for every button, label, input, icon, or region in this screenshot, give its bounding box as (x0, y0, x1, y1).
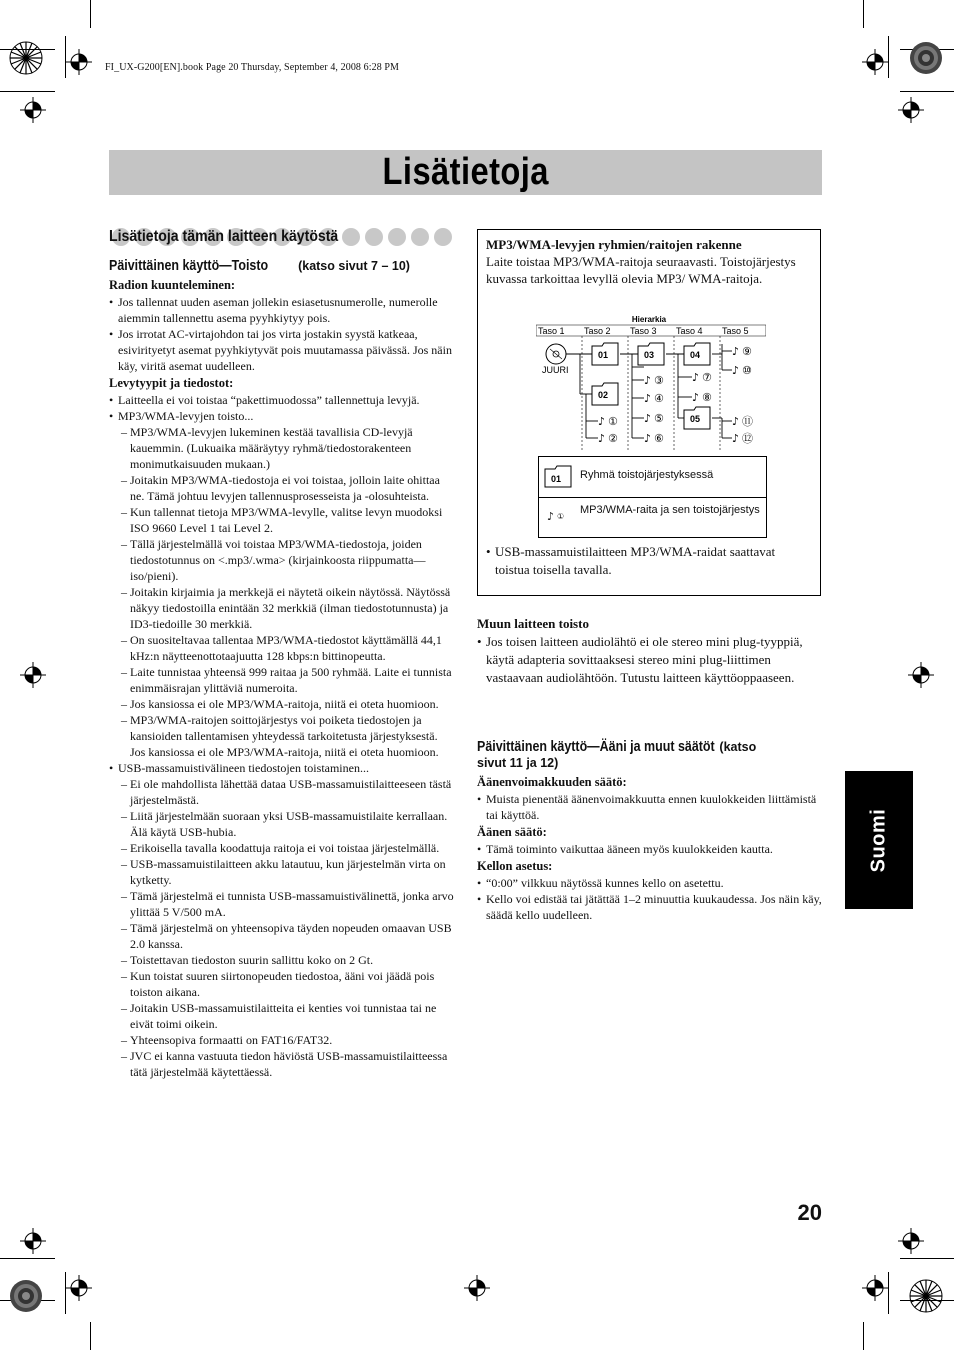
radio-list (109, 294, 454, 374)
language-tab-label: Suomi (867, 808, 890, 872)
crosshair-mark-icon (20, 662, 46, 688)
diagram-legend (538, 456, 767, 538)
list-item: • USB-massamuistivälineen tiedostojen toistaminen... – Ei ole mahdollista lähettää dataa USB-massamuistilaitteeseen tästä järjestelmästä. – Liitä järjestelmään suoraan yksi USB-massamuistilaite kerrallaan. Älä käytä USB-hubia. – Erikoisella tavalla koodattuja raitoja ei voi toistaa järjestelmällä. – USB-massamuistilaitteen akku latautuu, kun järjestelmän virta on kytketty. – Tämä järjestelmä ei tunnista USB-massamuistivälinettä, jonka arvo ylittää 5 V/500 mA. – Tämä järjestelmä on yhteensopiva täyden nopeuden omaavan USB 2.0 kanssa. – Toistettavan tiedoston suurin sallittu koko on 2 Gt. – Kun toistat suuren siirtonopeuden tiedostoa, ääni voi jäädä pois toiston aikana. – Joitakin USB-massamuistilaitteita ei kenties voi tunnistaa tai ne eivät toimi oikein. – Yhteensopiva formaatti on FAT16/FAT32. – JVC ei kanna vastuuta tiedon häviöstä USB-massamuistilaitteessa tätä järjestelmää käytettäessä. (109, 760, 454, 1080)
svg-text:⑦: ⑦ (702, 371, 712, 384)
page-title: Lisätietoja (382, 151, 549, 193)
svg-text:05: 05 (690, 414, 701, 424)
section-heading (109, 226, 454, 252)
track-icon (692, 391, 712, 404)
folder-icon (544, 464, 572, 488)
list-item: – On suositeltavaa tallentaa MP3/WMA-tiedostot käyttämällä 44,1 kHz:n näytteenottotaajuutta 128 kbps:n bittinopeutta. (121, 632, 454, 664)
svg-text:③: ③ (654, 374, 664, 387)
other-device-heading: Muun laitteen toisto (477, 616, 589, 631)
svg-text:①: ① (608, 415, 618, 428)
list-item: – Tällä järjestelmällä voi toistaa MP3/WMA-tiedostoja, joiden tiedostotunnus on <.mp3/.wma> (kirjainkoosta riippumatta—iso/pieni). (121, 536, 454, 584)
legend-track-text: MP3/WMA-raita ja sen toistojärjestys (580, 504, 760, 516)
svg-text:♪: ♪ (644, 412, 652, 425)
sound-section (477, 733, 822, 923)
registration-mark-icon (908, 1278, 944, 1314)
track-icon (598, 415, 618, 428)
box-note (486, 543, 812, 579)
crosshair-mark-icon (862, 49, 888, 75)
track-icon (732, 345, 752, 358)
list-item: – Kun tallennat tietoja MP3/WMA-levylle, valitse levyn muodoksi ISO 9660 Level 1 tai Level 2. (121, 504, 454, 536)
list-item: – Yhteensopiva formaatti on FAT16/FAT32. (121, 1032, 454, 1048)
list-item: – JVC ei kanna vastuuta tiedon häviöstä USB-massamuistilaitteessa tätä järjestelmää käytettäessä. (121, 1048, 454, 1080)
svg-text:♪: ♪ (732, 364, 740, 377)
svg-text:♪: ♪ (644, 432, 652, 445)
registration-mark-icon (908, 40, 944, 76)
level-label: Taso 4 (676, 326, 703, 336)
list-item: – Laite tunnistaa yhteensä 999 raitaa ja 500 ryhmää. Laite ei tunnista enimmäisrajan ylittäviä numeroita. (121, 664, 454, 696)
usb-dash-list (118, 776, 454, 1080)
box-title: MP3/WMA-levyjen ryhmien/raitojen rakenne (486, 237, 742, 252)
svg-text:⑨: ⑨ (742, 345, 752, 358)
hierarchy-label: Hierarkia (631, 315, 667, 324)
svg-text:♪: ♪ (732, 415, 740, 428)
crosshair-mark-icon (66, 49, 92, 75)
svg-text:04: 04 (690, 350, 701, 360)
folder-02-icon (592, 383, 618, 405)
folder-05-icon (684, 407, 710, 429)
crosshair-mark-icon (862, 1275, 888, 1301)
list-item: – USB-massamuistilaitteen akku latautuu, kun järjestelmän virta on kytketty. (121, 856, 454, 888)
folder-01-icon (592, 343, 618, 365)
list-item: – Tämä järjestelmä ei tunnista USB-massamuistivälinettä, jonka arvo ylittää 5 V/500 mA. (121, 888, 454, 920)
file-header-line: FI_UX-G200[EN].book Page 20 Thursday, September 4, 2008 6:28 PM (105, 62, 400, 73)
svg-text:⑤: ⑤ (654, 412, 664, 425)
page-number: 20 (797, 1200, 822, 1225)
legend-folder-row (539, 457, 766, 498)
language-tab (845, 771, 913, 909)
list-item: – MP3/WMA-raitojen soittojärjestys voi poiketa tiedostojen ja kansioiden tallentamisen yhteydessä tarkoitetusta järjestyksestä. Jos kansiossa ei ole MP3/WMA-raitoja, niitä ei oteta huomioon. (121, 712, 454, 760)
svg-text:④: ④ (654, 392, 664, 405)
track-icon (692, 371, 712, 384)
svg-text:⑪: ⑪ (742, 415, 753, 428)
mp3-dash-list (118, 424, 454, 760)
list-item: – Joitakin kirjaimia ja merkkejä ei näytetä oikein näytössä. Näytössä näkyy tiedostoilla enintään 32 merkkiä (ilman tiedostotunnusta) ja ID3-tiedoille 30 merkkiä. (121, 584, 454, 632)
legend-folder-text: Ryhmä toistojärjestyksessä (580, 469, 714, 481)
list-item: – Joitakin USB-massamuistilaitteita ei kenties voi tunnistaa tai ne eivät toimi oikein. (121, 1000, 454, 1032)
svg-text:♪: ♪ (692, 371, 700, 384)
radio-heading: Radion kuunteleminen: (109, 278, 236, 292)
subsection-title-playback: Päivittäinen käyttö—Toisto (katso sivut 7 – 10) (109, 258, 410, 274)
svg-text:03: 03 (644, 350, 655, 360)
list-item: • USB-massamuistilaitteen MP3/WMA-raidat saattavat toistua toisella tavalla. (486, 543, 812, 579)
registration-mark-icon (8, 1278, 44, 1314)
list-item: – Liitä järjestelmään suoraan yksi USB-massamuistilaite kerrallaan. Älä käytä USB-hubia. (121, 808, 454, 840)
disc-root-icon (546, 344, 566, 364)
level-label: Taso 2 (584, 326, 611, 336)
track-icon (732, 415, 753, 428)
list-item: – Tämä järjestelmä on yhteensopiva täyden nopeuden omaavan USB 2.0 kanssa. (121, 920, 454, 952)
svg-text:02: 02 (598, 390, 609, 400)
list-item: – Kun toistat suuren siirtonopeuden tiedostoa, ääni voi jäädä pois toiston aikana. (121, 968, 454, 1000)
track-icon (598, 432, 618, 445)
list-item: – Erikoisella tavalla koodattuja raitoja ei voi toistaa järjestelmällä. (121, 840, 454, 856)
svg-text:♪: ♪ (732, 345, 740, 358)
folder-04-icon (684, 343, 710, 365)
crosshair-mark-icon (908, 662, 934, 688)
svg-text:♪: ♪ (692, 391, 700, 404)
crosshair-mark-icon (898, 1228, 924, 1254)
list-item: • Muista pienentää äänenvoimakkuutta ennen kuulokkeiden liittämistä tai käyttöä. (477, 791, 822, 823)
track-icon (644, 432, 664, 445)
page-reference: (katso sivut 7 – 10) (298, 259, 410, 273)
title-bar (109, 150, 822, 195)
list-item: – MP3/WMA-levyjen lukeminen kestää tavallisia CD-levyjä kauemmin. (Lukuaika määräytyy ryhmä/tiedostorakenteen monimutkaisuuden mukaan.) (121, 424, 454, 472)
root-label: JUURI (542, 365, 569, 375)
note-icon: ♪ (547, 510, 555, 523)
list-item: • MP3/WMA-levyjen toisto... – MP3/WMA-levyjen lukeminen kestää tavallisia CD-levyjä kauemmin. (Lukuaika määräytyy ryhmä/tiedostorakenteen monimutkaisuuden mukaan.) – Joitakin MP3/WMA-tiedostoja ei voi toistaa, jolloin laite ohittaa ne. Tämä johtuu levyjen tallennusprosesseista ja -olosuhteista. – Kun tallennat tietoja MP3/WMA-levylle, valitse levyn muodoksi ISO 9660 Level 1 tai Level 2. – Tällä järjestelmällä voi toistaa MP3/WMA-tiedostoja, joiden tiedostotunnus on <.mp3/.wma> (kirjainkoosta riippumatta—iso/pieni). – Joitakin kirjaimia ja merkkejä ei näytetä oikein näytössä. Näytössä näkyy tiedostoilla enintään 32 merkkiä (ilman tiedostotunnusta) ja ID3-tiedoille 30 merkkiä. – On suositeltavaa tallentaa MP3/WMA-tiedostot käyttämällä 44,1 kHz:n näytteenottotaajuutta 128 kbps:n bittinopeutta. – Laite tunnistaa yhteensä 999 raitaa ja 500 ryhmää. Laite ei tunnista enimmäisrajan ylittäviä numeroita. – Jos kansiossa ei ole MP3/WMA-raitoja, niitä ei oteta huomioon. – MP3/WMA-raitojen soittojärjestys voi poiketa tiedostojen ja kansioiden tallentamisen yhteydessä tarkoitetusta järjestyksestä. Jos kansiossa ei ole MP3/WMA-raitoja, niitä ei oteta huomioon. (109, 408, 454, 760)
mp3-structure-box (477, 229, 821, 596)
track-icon (644, 374, 664, 387)
track-icon (644, 392, 664, 405)
section-title: Lisätietoja tämän laitteen käytöstä (109, 228, 339, 245)
level-label: Taso 3 (630, 326, 657, 336)
crosshair-mark-icon (898, 97, 924, 123)
list-item: • Jos irrotat AC-virtajohdon tai jos virta jostakin syystä katkeaa, esivirityetyt asemat pyyhkiytyvät pois muutamassa päivässä. Jos näin käy, viritä asemat uudelleen. (109, 326, 454, 374)
svg-text:♪: ♪ (598, 415, 606, 428)
svg-text:⑩: ⑩ (742, 364, 752, 377)
list-item: – Ei ole mahdollista lähettää dataa USB-massamuistilaitteeseen tästä järjestelmästä. (121, 776, 454, 808)
crosshair-mark-icon (20, 97, 46, 123)
list-item: • Jos toisen laitteen audiolähtö ei ole stereo mini plug-tyyppiä, käytä adapteria sovittaaksesi stereo mini plug-liittimen vastaavaan audiolähtöön. Tutustu laitteen käyttöoppaaseen. (477, 633, 822, 687)
legend-track-num: ① (557, 512, 565, 521)
left-column (109, 226, 454, 1080)
disc-list (109, 392, 454, 1080)
track-icon (732, 364, 752, 377)
list-item: • Jos tallennat uuden aseman jollekin esiasetusnumerolle, numerolle aiemmin tallennettu asema pyyhkiytyy pois. (109, 294, 454, 326)
list-item: – Joitakin MP3/WMA-tiedostoja ei voi toistaa, jolloin laite ohittaa ne. Tämä johtuu levyjen tallennusprosesseista ja -olosuhteista. (121, 472, 454, 504)
box-description: Laite toistaa MP3/WMA-raitoja seuraavasti. Toistojärjestys kuvassa tarkoittaa levyllä olevia MP3/ WMA-raitoja. (486, 254, 796, 286)
hierarchy-diagram (536, 314, 766, 454)
svg-text:01: 01 (551, 474, 562, 484)
volume-heading: Äänenvoimakkuuden säätö: (477, 775, 627, 789)
folder-03-icon (638, 343, 664, 365)
level-label: Taso 1 (538, 326, 565, 336)
crosshair-mark-icon (464, 1275, 490, 1301)
svg-text:②: ② (608, 432, 618, 445)
list-item: • Tämä toiminto vaikuttaa ääneen myös kuulokkeiden kautta. (477, 841, 822, 857)
list-item: • Laitteella ei voi toistaa “pakettimuodossa” tallennettuja levyjä. (109, 392, 454, 408)
level-label: Taso 5 (722, 326, 749, 336)
list-item: – Toistettavan tiedoston suurin sallittu koko on 2 Gt. (121, 952, 454, 968)
clock-heading: Kellon asetus: (477, 859, 553, 873)
registration-mark-icon (8, 40, 44, 76)
svg-text:♪: ♪ (598, 432, 606, 445)
svg-text:♪: ♪ (644, 392, 652, 405)
list-item: – Jos kansiossa ei ole MP3/WMA-raitoja, niitä ei oteta huomioon. (121, 696, 454, 712)
tone-heading: Äänen säätö: (477, 825, 547, 839)
legend-track-row (539, 498, 766, 538)
track-icon (644, 412, 664, 425)
crosshair-mark-icon (20, 1228, 46, 1254)
svg-text:01: 01 (598, 350, 609, 360)
crosshair-mark-icon (66, 1275, 92, 1301)
list-item: • “0:00” vilkkuu näytössä kunnes kello on asetettu. (477, 875, 822, 891)
svg-text:⑫: ⑫ (742, 432, 753, 445)
subsection-title-sound: Päivittäinen käyttö—Ääni ja muut säätöt (katso sivut 11 ja 12) (477, 739, 757, 770)
svg-text:⑥: ⑥ (654, 432, 664, 445)
disc-heading: Levytyypit ja tiedostot: (109, 376, 234, 390)
track-icon (732, 432, 753, 445)
svg-text:♪: ♪ (732, 432, 740, 445)
other-device-section (477, 614, 822, 687)
svg-text:♪: ♪ (644, 374, 652, 387)
svg-text:⑧: ⑧ (702, 391, 712, 404)
list-item: • Kello voi edistää tai jätättää 1–2 minuuttia kuukaudessa. Jos näin käy, säädä kello uudelleen. (477, 891, 822, 923)
